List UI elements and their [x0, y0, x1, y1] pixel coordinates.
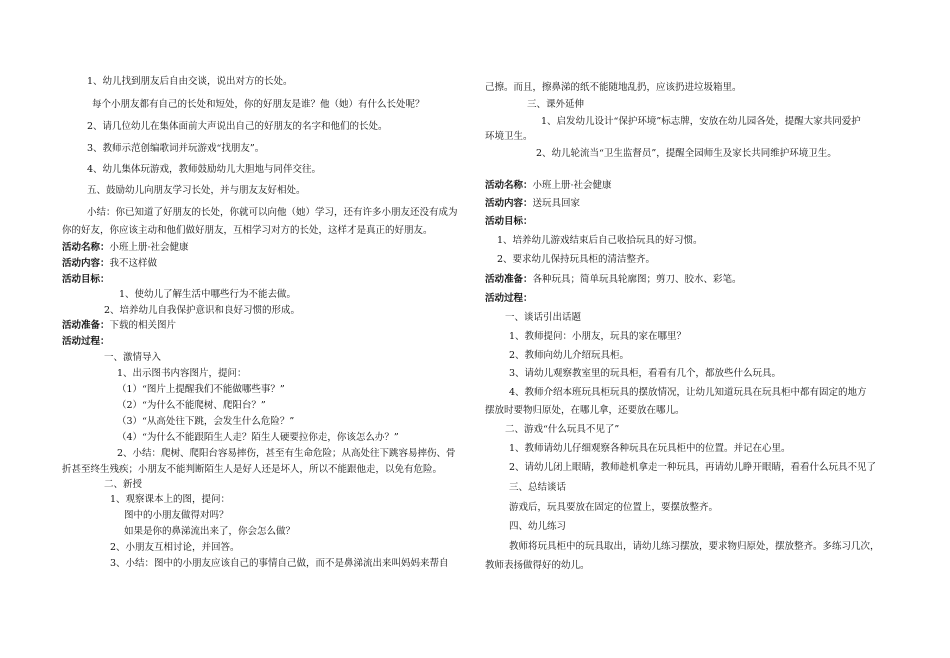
process-line: 教师将玩具柜中的玩具取出，请幼儿练习摆放，要求物归原处，摆放整齐。多练习几次， [509, 541, 880, 552]
process-line: 2、小结：爬树、爬阳台容易摔伤，甚至有生命危险；从高处往下跳容易摔伤、骨 [117, 448, 456, 459]
activity-name [62, 242, 189, 254]
text-line: 小结：你已知道了好朋友的长处，你就可以向他（她）学习，还有许多小朋友还没有成为 [87, 207, 458, 218]
text-line: 三、课外延伸 [527, 99, 585, 110]
process-line: 如果是你的鼻涕流出来了，你会怎么做？ [124, 526, 296, 537]
process-line: （1）“图片上提醒我们不能做哪些事？” [117, 384, 285, 395]
text-line: 1、启发幼儿设计“保护环境”标志牌，安放在幼儿园各处，提醒大家共同爱护 [541, 116, 861, 127]
process-label: 活动过程： [485, 293, 533, 304]
process-line: 四、幼儿练习 [509, 521, 567, 532]
process-line: 1、教师提问：小朋友，玩具的家在哪里？ [509, 331, 687, 342]
goal-item: 1、培养幼儿游戏结束后自己收拾玩具的好习惯。 [497, 235, 703, 246]
process-line: 1、观察课本上的图，提问： [110, 494, 231, 505]
process-line: 二、游戏“什么玩具不见了” [505, 424, 620, 435]
goals-label: 活动目标： [485, 216, 533, 227]
activity-name-value: 小班上册·社会健康 [532, 180, 612, 191]
process-line: 一、谈话引出话题 [505, 312, 582, 323]
activity-content-value: 送玩具回家 [532, 198, 581, 209]
process-line: 二、新授 [104, 479, 143, 490]
process-line: 折甚至终生残疾；小朋友不能判断陌生人是好人还是坏人，所以不能跟他走，以免有危险。 [62, 464, 443, 475]
process-line: （2）“为什么不能爬树、爬阳台？” [117, 400, 266, 411]
process-line: 2、请幼儿闭上眼睛，教师趁机拿走一种玩具，再请幼儿睁开眼睛，看看什么玩具不见了 [509, 462, 877, 473]
activity-prep [485, 274, 742, 286]
text-line: 2、幼儿轮流当“卫生监督员”，提醒全园师生及家长共同维护环境卫生。 [536, 148, 837, 159]
prep-value: 下载的相关图片 [109, 320, 177, 331]
process-line: 1、出示图书内容图片，提问： [117, 368, 247, 379]
text-line: 每个小朋友都有自己的长处和短处，你的好朋友是谁？他（她）有什么长处呢？ [92, 99, 425, 110]
activity-name-label: 活动名称： [62, 242, 110, 253]
process-label: 活动过程： [62, 336, 110, 347]
prep-value: 各种玩具；简单玩具轮廓图；剪刀、胶水、彩笔。 [532, 274, 742, 285]
text-line: 2、请几位幼儿在集体面前大声说出自己的好朋友的名字和他们的长处。 [87, 121, 388, 132]
process-line: 2、小朋友互相讨论，并回答。 [110, 542, 240, 553]
goal-item: 1、使幼儿了解生活中哪些行为不能去做。 [119, 289, 297, 300]
activity-name-label: 活动名称： [485, 180, 533, 191]
process-line: 三、总结谈话 [509, 482, 567, 493]
prep-label: 活动准备： [485, 274, 533, 285]
process-line: 游戏后，玩具要放在固定的位置上，要摆放整齐。 [509, 502, 719, 513]
activity-content-value: 我不这样做 [109, 258, 158, 269]
activity-content-label: 活动内容： [62, 258, 110, 269]
process-line: 摆放时要物归原处，在哪儿拿，还要放在哪儿。 [485, 405, 685, 416]
process-line: （4）“为什么不能跟陌生人走？陌生人硬要拉你走，你该怎么办？” [117, 432, 399, 443]
activity-name [485, 180, 612, 192]
text-line: 3、教师示范创编歌词并玩游戏“找朋友”。 [87, 143, 265, 154]
goals-label: 活动目标： [62, 274, 110, 285]
activity-content [62, 258, 157, 270]
process-line: 1、教师请幼儿仔细观察各种玩具在玩具柜中的位置。并记在心里。 [509, 443, 791, 454]
activity-content [485, 198, 580, 210]
process-line: 3、请幼儿观察教室里的玩具柜，看看有几个，都放些什么玩具。 [509, 368, 782, 379]
activity-name-value: 小班上册·社会健康 [109, 242, 189, 253]
text-line: 环境卫生。 [485, 131, 533, 142]
goal-item: 2、培养幼儿自我保护意识和良好习惯的形成。 [104, 305, 301, 316]
text-line: 你的好友，你应该主动和他们做好朋友，互相学习对方的长处，这样才是真正的好朋友。 [62, 225, 433, 236]
text-line: 4、幼儿集体玩游戏，教师鼓励幼儿大胆地与同伴交往。 [87, 164, 322, 175]
goal-item: 2、要求幼儿保持玩具柜的清洁整齐。 [497, 254, 656, 265]
process-line: （3）“从高处往下跳，会发生什么危险？” [117, 416, 295, 427]
text-line: 1、幼儿找到朋友后自由交谈，说出对方的长处。 [87, 76, 293, 87]
process-line: 2、教师向幼儿介绍玩具柜。 [509, 350, 630, 361]
process-line: 一、激情导入 [104, 352, 162, 363]
activity-prep [62, 320, 176, 332]
text-line: 五、鼓励幼儿向朋友学习长处，并与朋友友好相处。 [87, 185, 306, 196]
process-line: 3、小结：图中的小朋友应该自己的事情自己做，而不是鼻涕流出来叫妈妈来帮自 [110, 558, 449, 569]
process-line: 图中的小朋友做得对吗？ [124, 510, 229, 521]
activity-content-label: 活动内容： [485, 198, 533, 209]
text-line: 己擦。而且，擦鼻涕的纸不能随地乱扔，应该扔进垃圾箱里。 [485, 82, 742, 93]
process-line: 4、教师介绍本班玩具柜玩具的摆放情况，让幼儿知道玩具在玩具柜中都有固定的地方 [509, 387, 867, 398]
process-line: 教师表扬做得好的幼儿。 [485, 560, 590, 571]
prep-label: 活动准备： [62, 320, 110, 331]
